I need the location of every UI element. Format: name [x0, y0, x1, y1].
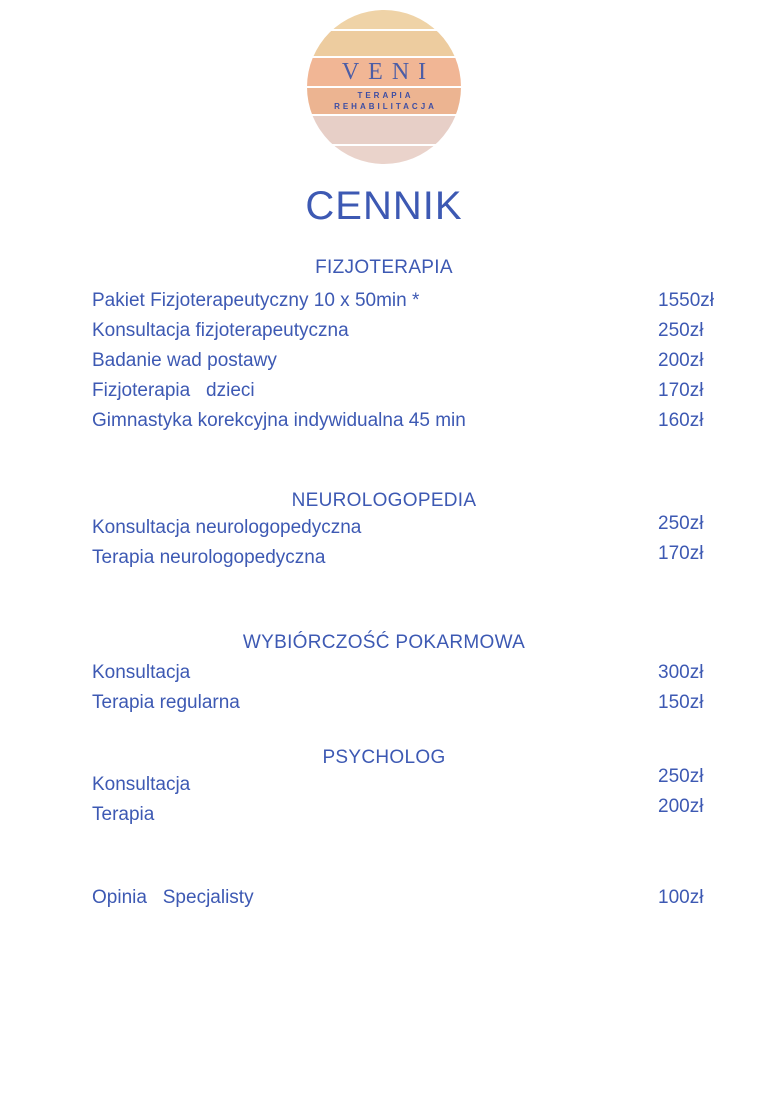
service-label: Gimnastyka korekcyjna indywidualna 45 min: [92, 410, 466, 431]
logo-stripe: [307, 31, 461, 56]
logo-stripe: [307, 58, 461, 86]
section-heading: PSYCHOLOG: [322, 747, 446, 768]
service-price: 300zł: [658, 662, 704, 683]
service-label: Pakiet Fizjoterapeutyczny 10 x 50min *: [92, 290, 420, 311]
price-row: [0, 406, 768, 436]
service-label: Konsultacja fizjoterapeutyczna: [92, 320, 349, 341]
veni-logo: [307, 10, 461, 164]
price-row: [0, 658, 768, 688]
service-price: 100zł: [658, 887, 704, 908]
section-wybiorczosc-pokarmowa: [0, 631, 768, 718]
price-row: [0, 543, 768, 573]
service-price: 200zł: [658, 796, 704, 817]
logo-stripe: [307, 88, 461, 114]
page-title: CENNIK: [305, 184, 463, 228]
service-price: 250zł: [658, 320, 704, 341]
price-row: [0, 513, 768, 543]
section-psycholog: [0, 746, 768, 830]
logo-tagline-line2: REHABILITACJA: [334, 102, 437, 111]
service-label: Badanie wad postawy: [92, 350, 277, 371]
logo-brand-text: VENI: [341, 58, 436, 85]
section-rows: [0, 658, 768, 718]
price-row: [0, 376, 768, 406]
price-row: [0, 316, 768, 346]
logo-tagline-line1: TERAPIA: [357, 91, 414, 100]
service-price: 200zł: [658, 350, 704, 371]
price-row: [0, 796, 768, 830]
service-label: Konsultacja: [92, 662, 191, 683]
price-row: [0, 766, 768, 800]
section-fizjoterapia: [0, 256, 768, 436]
price-row: [0, 346, 768, 376]
service-label: Terapia regularna: [92, 692, 240, 713]
service-price: 250zł: [658, 513, 704, 534]
price-list-page: [0, 10, 768, 1096]
service-price: 170zł: [658, 543, 704, 564]
section-neurologopedia: [0, 489, 768, 573]
section-heading: NEUROLOGOPEDIA: [291, 490, 477, 511]
service-label: Terapia neurologopedyczna: [92, 547, 326, 568]
service-price: 170zł: [658, 380, 704, 401]
section-rows: [0, 766, 768, 830]
service-price: 150zł: [658, 692, 704, 713]
service-price: 160zł: [658, 410, 704, 431]
service-price: 1550zł: [658, 290, 714, 311]
service-label: Konsultacja neurologopedyczna: [92, 517, 362, 538]
logo-stripe: [307, 10, 461, 29]
price-row-opinia-specjalisty: [0, 883, 768, 913]
section-rows: [0, 513, 768, 573]
service-price: 250zł: [658, 766, 704, 787]
logo-stripe: [307, 116, 461, 144]
logo-stripe: [307, 146, 461, 164]
section-rows: [0, 286, 768, 436]
service-label: Opinia Specjalisty: [92, 887, 254, 908]
service-label: Terapia: [92, 804, 155, 825]
service-label: Fizjoterapia dzieci: [92, 380, 255, 401]
service-label: Konsultacja: [92, 774, 191, 795]
section-heading: WYBIÓRCZOŚĆ POKARMOWA: [242, 632, 526, 653]
price-row: [0, 286, 768, 316]
price-row: [0, 688, 768, 718]
section-heading: FIZJOTERAPIA: [315, 257, 453, 278]
